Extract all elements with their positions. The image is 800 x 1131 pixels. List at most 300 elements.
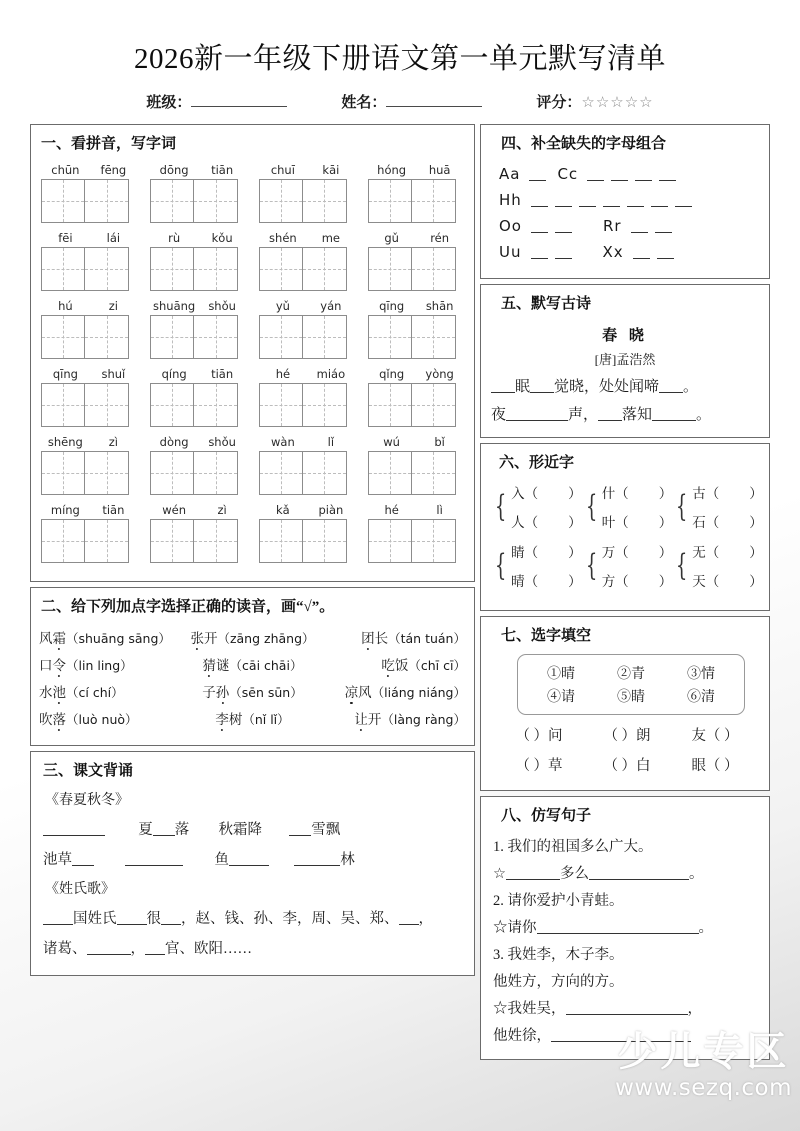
pinyin-label <box>368 435 464 449</box>
character-option[interactable]: ①晴 <box>547 667 575 682</box>
pinyin-syllable: shēng <box>47 435 83 449</box>
name-label: 姓名： <box>341 95 387 111</box>
pinyin-word-item <box>259 231 355 291</box>
section-3-text-recitation <box>30 751 475 976</box>
section-7-fill-in-character <box>480 616 770 791</box>
section-7-heading: 七、选字填空 <box>501 628 592 644</box>
letter-blank[interactable] <box>529 166 546 181</box>
pinyin-choices[interactable]: （liáng niáng） <box>371 685 466 700</box>
student-info-bar <box>0 91 800 112</box>
char-pair <box>511 482 582 531</box>
fill-blank-item[interactable]: 眼（ ） <box>691 758 739 774</box>
pinyin-label <box>150 367 246 381</box>
pinyin-syllable: gǔ <box>384 231 399 245</box>
pinyin-syllable: qíng <box>161 367 187 381</box>
tianzige-grid[interactable] <box>150 451 246 495</box>
letter-blank[interactable] <box>555 192 572 207</box>
letter-blank[interactable] <box>555 218 572 233</box>
tianzige-cell[interactable] <box>150 451 194 495</box>
similar-char-row <box>491 541 763 590</box>
tianzige-cell[interactable] <box>259 315 303 359</box>
section-8-answer-3a[interactable]: ☆我姓吴， ， <box>493 1001 702 1017</box>
pinyin-syllable: lǐ <box>327 435 335 449</box>
tianzige-cell[interactable] <box>85 247 129 291</box>
word-char: 让 <box>354 708 368 728</box>
tianzige-cell[interactable] <box>259 247 303 291</box>
word-char: 风 <box>358 685 372 700</box>
letter-pair: Uu <box>499 243 522 261</box>
pinyin-label <box>259 503 355 517</box>
char-blank-item[interactable]: 晴（ ） <box>511 574 582 589</box>
pinyin-syllable: dòng <box>159 435 189 449</box>
pronunciation-item[interactable] <box>324 681 466 701</box>
section-5-poem-author: [唐]孟浩然 <box>594 352 656 367</box>
character-option[interactable]: ④请 <box>547 690 575 705</box>
pinyin-syllable: lái <box>106 231 121 245</box>
pinyin-syllable: rù <box>168 231 181 245</box>
letter-blank[interactable] <box>631 218 648 233</box>
tianzige-cell[interactable] <box>41 179 85 223</box>
tianzige-grid[interactable] <box>259 519 355 563</box>
section-5-poem-line-1[interactable]: 眠 觉晓，处处闻啼 。 <box>491 375 759 396</box>
word-char: 李 <box>215 708 229 728</box>
pronunciation-item[interactable] <box>324 627 466 647</box>
pinyin-syllable: yán <box>320 299 342 313</box>
pinyin-syllable: míng <box>50 503 80 517</box>
letter-blank[interactable] <box>531 192 548 207</box>
letter-blank[interactable] <box>611 166 628 181</box>
tianzige-cell[interactable] <box>412 383 456 427</box>
word-char: 饭 <box>394 658 409 673</box>
pinyin-word-item <box>368 435 464 495</box>
section-3-line-4[interactable]: 诸葛、 ， 官、欧阳…… <box>43 941 252 957</box>
pinyin-syllable: qīng <box>52 367 78 381</box>
letter-sequence-row[interactable] <box>499 217 759 235</box>
pinyin-row <box>35 435 470 495</box>
pinyin-syllable: shuǐ <box>101 367 126 381</box>
word-char: 树 <box>228 712 243 727</box>
pinyin-syllable: rén <box>430 231 450 245</box>
pinyin-word-item <box>259 163 355 223</box>
pinyin-word-item <box>150 163 246 223</box>
char-pair <box>692 482 763 531</box>
pinyin-choices[interactable]: （làng ràng） <box>381 712 466 727</box>
character-option[interactable]: ③情 <box>687 667 715 682</box>
pinyin-label <box>41 367 137 381</box>
pinyin-syllable: shuāng <box>153 299 196 313</box>
word-char: 张 <box>190 627 204 647</box>
pinyin-row <box>35 299 470 359</box>
section-8-answer-2[interactable]: ☆请你 。 <box>493 920 713 936</box>
word-char: 开 <box>367 712 382 727</box>
pinyin-word-item <box>41 299 137 359</box>
tianzige-grid[interactable] <box>259 315 355 359</box>
page-title: 2026新一年级下册语文第一单元默写清单 <box>133 43 666 75</box>
pinyin-syllable: bǐ <box>434 435 445 449</box>
tianzige-cell[interactable] <box>41 519 85 563</box>
similar-char-row <box>491 482 763 531</box>
char-blank-item[interactable]: 无（ ） <box>692 545 763 560</box>
word-char: 风 <box>39 631 53 646</box>
letter-blank[interactable] <box>627 192 644 207</box>
section-8-answer-1[interactable]: ☆ 多么 。 <box>493 866 704 882</box>
score-label: 评分： <box>536 95 582 111</box>
tianzige-grid[interactable] <box>368 247 464 291</box>
pinyin-choices[interactable]: （shuāng sāng） <box>66 631 171 646</box>
left-column <box>30 124 475 1065</box>
pinyin-label <box>368 503 464 517</box>
section-1-pinyin-writing <box>30 124 475 582</box>
worksheet-grid <box>30 124 770 1065</box>
tianzige-cell[interactable] <box>259 519 303 563</box>
letter-pair: Rr <box>602 217 622 235</box>
tianzige-cell[interactable] <box>150 519 194 563</box>
pinyin-label <box>150 231 246 245</box>
pinyin-syllable: tiān <box>211 367 234 381</box>
tianzige-grid[interactable] <box>41 247 137 291</box>
tianzige-grid[interactable] <box>368 315 464 359</box>
letter-pair: Cc <box>557 165 579 183</box>
pronunciation-row <box>39 681 466 701</box>
name-field <box>341 91 482 112</box>
pinyin-label <box>259 367 355 381</box>
tianzige-cell[interactable] <box>303 179 347 223</box>
pinyin-word-item <box>259 435 355 495</box>
pinyin-syllable: kǒu <box>211 231 233 245</box>
pinyin-word-item <box>41 231 137 291</box>
similar-char-group: { 入（ ） 人（ ） <box>491 482 582 531</box>
tianzige-grid[interactable] <box>150 179 246 223</box>
section-3-line-3[interactable]: 国姓氏 很 ，赵、钱、孙、李，周、吴、郑、 ， <box>43 907 464 928</box>
tianzige-cell[interactable] <box>150 247 194 291</box>
pronunciation-item[interactable] <box>181 681 323 701</box>
tianzige-cell[interactable] <box>412 315 456 359</box>
pinyin-label <box>150 163 246 177</box>
tianzige-grid[interactable] <box>150 383 246 427</box>
letter-pair: Hh <box>499 191 522 209</box>
pinyin-choices[interactable]: （cāi chāi） <box>229 658 303 673</box>
pinyin-word-item <box>41 435 137 495</box>
tianzige-cell[interactable] <box>85 315 129 359</box>
pronunciation-item[interactable] <box>181 627 323 647</box>
char-blank-item[interactable]: 叶（ ） <box>601 515 673 530</box>
tianzige-cell[interactable] <box>303 519 347 563</box>
pinyin-label <box>41 503 137 517</box>
tianzige-cell[interactable] <box>412 179 456 223</box>
section-8-question-2: 2. 请你爱护小青蛙。 <box>493 893 624 909</box>
pinyin-word-item <box>368 163 464 223</box>
tianzige-grid[interactable] <box>150 519 246 563</box>
tianzige-cell[interactable] <box>150 315 194 359</box>
pronunciation-row <box>39 627 466 647</box>
pinyin-label <box>259 231 355 245</box>
pronunciation-item[interactable] <box>181 708 323 728</box>
pinyin-word-item <box>150 299 246 359</box>
fill-blank-item[interactable]: （ ）白 <box>603 758 651 774</box>
pronunciation-item[interactable] <box>324 654 466 674</box>
pinyin-label <box>150 299 246 313</box>
pinyin-syllable: wén <box>162 503 187 517</box>
word-char: 吹 <box>39 712 53 727</box>
section-5-heading: 五、默写古诗 <box>501 296 592 312</box>
tianzige-cell[interactable] <box>85 519 129 563</box>
pinyin-word-item <box>150 231 246 291</box>
tianzige-cell[interactable] <box>41 451 85 495</box>
name-input-blank[interactable] <box>386 93 482 107</box>
section-3-line-2[interactable]: 池草 鱼 林 <box>43 852 355 868</box>
tianzige-grid[interactable] <box>41 519 137 563</box>
pinyin-row <box>35 503 470 563</box>
tianzige-grid[interactable] <box>41 315 137 359</box>
tianzige-cell[interactable] <box>368 315 412 359</box>
char-blank-item[interactable]: 石（ ） <box>692 515 763 530</box>
pronunciation-item[interactable] <box>324 708 466 728</box>
pinyin-choices[interactable]: （tán tuán） <box>388 631 466 646</box>
section-5-poem-line-2[interactable]: 夜 声， 落知 。 <box>491 407 712 423</box>
pinyin-syllable: wú <box>383 435 400 449</box>
section-7-blanks-row-1[interactable] <box>495 724 759 745</box>
tianzige-cell[interactable] <box>41 247 85 291</box>
tianzige-grid[interactable] <box>368 179 464 223</box>
pinyin-syllable: chūn <box>51 163 80 177</box>
letter-blank[interactable] <box>633 244 650 259</box>
tianzige-cell[interactable] <box>303 451 347 495</box>
watermark-url: www.sezq.com <box>615 1075 792 1101</box>
tianzige-grid[interactable] <box>259 179 355 223</box>
char-pair <box>602 482 673 531</box>
pinyin-syllable: tiān <box>211 163 234 177</box>
pinyin-row <box>35 163 470 223</box>
tianzige-cell[interactable] <box>194 383 238 427</box>
section-8-heading: 八、仿写句子 <box>501 808 592 824</box>
char-blank-item[interactable]: 万（ ） <box>601 545 673 560</box>
section-6-heading: 六、形近字 <box>499 455 575 471</box>
letter-blank[interactable] <box>579 192 596 207</box>
word-char: 谜 <box>216 658 230 673</box>
char-blank-item[interactable]: 入（ ） <box>511 486 582 501</box>
letter-sequence-row[interactable] <box>499 243 759 261</box>
tianzige-cell[interactable] <box>303 247 347 291</box>
pinyin-label <box>41 163 137 177</box>
letter-pair: Aa <box>499 165 521 183</box>
pinyin-syllable: hóng <box>377 163 407 177</box>
tianzige-grid[interactable] <box>259 383 355 427</box>
tianzige-grid[interactable] <box>41 179 137 223</box>
pinyin-choices[interactable]: （luò nuò） <box>66 712 138 727</box>
tianzige-cell[interactable] <box>259 383 303 427</box>
section-2-choose-pronunciation <box>30 587 475 746</box>
tianzige-grid[interactable] <box>41 383 137 427</box>
section-5-poem-title: 春 晓 <box>602 328 648 344</box>
pinyin-label <box>41 435 137 449</box>
word-char: 孙 <box>216 681 230 701</box>
section-8-sentence-imitation <box>480 796 770 1060</box>
letter-blank[interactable] <box>555 244 572 259</box>
pinyin-label <box>41 231 137 245</box>
pinyin-label <box>368 231 464 245</box>
pronunciation-item[interactable] <box>39 654 181 674</box>
pronunciation-item[interactable] <box>181 654 323 674</box>
pinyin-label <box>150 503 246 517</box>
char-blank-item[interactable]: 什（ ） <box>601 486 673 501</box>
pronunciation-item[interactable] <box>39 708 181 728</box>
pinyin-choices[interactable]: （sēn sūn） <box>229 685 303 700</box>
pinyin-syllable: fēi <box>58 231 73 245</box>
tianzige-cell[interactable] <box>85 383 129 427</box>
section-4-letter-combinations <box>480 124 770 279</box>
fill-blank-item[interactable]: （ ）问 <box>515 728 563 744</box>
letter-blank[interactable] <box>659 166 676 181</box>
pinyin-choices[interactable]: （cí chí） <box>66 685 124 700</box>
section-4-heading: 四、补全缺失的字母组合 <box>501 136 667 152</box>
char-blank-item[interactable]: 古（ ） <box>692 486 763 501</box>
pinyin-word-item <box>259 503 355 563</box>
tianzige-cell[interactable] <box>194 247 238 291</box>
tianzige-cell[interactable] <box>412 451 456 495</box>
pinyin-word-item <box>150 503 246 563</box>
tianzige-grid[interactable] <box>368 383 464 427</box>
section-7-options-row-2 <box>526 686 736 706</box>
word-char: 池 <box>53 681 67 701</box>
letter-sequence-row[interactable] <box>499 165 759 183</box>
pronunciation-item[interactable] <box>39 627 181 647</box>
pronunciation-row <box>39 708 466 728</box>
word-char: 长 <box>374 631 389 646</box>
section-2-heading: 二、给下列加点字选择正确的读音，画“√”。 <box>41 599 335 615</box>
section-8-question-1: 1. 我们的祖国多么广大。 <box>493 839 653 855</box>
pinyin-choices[interactable]: （lin ling） <box>66 658 133 673</box>
fill-blank-item[interactable]: 友（ ） <box>691 728 739 744</box>
pinyin-label <box>368 299 464 313</box>
tianzige-cell[interactable] <box>150 179 194 223</box>
pinyin-word-item <box>259 367 355 427</box>
section-8-answer-3b[interactable]: 他姓徐， <box>493 1024 759 1045</box>
character-option[interactable]: ⑥清 <box>687 690 715 705</box>
pinyin-syllable: hé <box>275 367 291 381</box>
char-pair <box>511 541 582 590</box>
section-3-line-1[interactable]: 夏 落 秋霜降 雪飘 <box>43 818 464 839</box>
letter-blank[interactable] <box>657 244 674 259</box>
section-7-blanks-row-2[interactable] <box>495 754 759 775</box>
character-option[interactable]: ⑤睛 <box>617 690 645 705</box>
pinyin-choices[interactable]: （zāng zhāng） <box>217 631 315 646</box>
pinyin-word-item <box>368 367 464 427</box>
pinyin-syllable: kǎ <box>276 503 290 517</box>
pinyin-word-item <box>150 435 246 495</box>
tianzige-cell[interactable] <box>368 519 412 563</box>
tianzige-cell[interactable] <box>412 519 456 563</box>
pinyin-word-item <box>368 299 464 359</box>
letter-blank[interactable] <box>587 166 604 181</box>
pinyin-row <box>35 367 470 427</box>
letter-blank[interactable] <box>675 192 692 207</box>
word-char: 凉 <box>345 681 359 701</box>
tianzige-cell[interactable] <box>303 383 347 427</box>
pinyin-syllable: yǔ <box>275 299 290 313</box>
tianzige-grid[interactable] <box>150 247 246 291</box>
letter-blank[interactable] <box>651 192 668 207</box>
word-char: 开 <box>203 631 218 646</box>
similar-char-group: { 古（ ） 石（ ） <box>672 482 763 531</box>
letter-blank[interactable] <box>635 166 652 181</box>
pinyin-choices[interactable]: （chī cī） <box>408 658 466 673</box>
tianzige-cell[interactable] <box>303 315 347 359</box>
tianzige-cell[interactable] <box>85 179 129 223</box>
fill-blank-item[interactable]: （ ）草 <box>515 758 563 774</box>
tianzige-grid[interactable] <box>150 315 246 359</box>
pinyin-syllable: shān <box>425 299 454 313</box>
letter-pair: Xx <box>602 243 624 261</box>
tianzige-cell[interactable] <box>41 315 85 359</box>
pinyin-syllable: dōng <box>159 163 189 177</box>
pinyin-choices[interactable]: （nǐ lǐ） <box>242 712 290 727</box>
char-blank-item[interactable]: 睛（ ） <box>511 545 582 560</box>
similar-char-group: { 什（ ） 叶（ ） <box>582 482 673 531</box>
section-3-poem-title-2: 《姓氏歌》 <box>45 882 115 897</box>
section-3-poem-title-1: 《春夏秋冬》 <box>45 793 129 808</box>
tianzige-cell[interactable] <box>368 247 412 291</box>
tianzige-cell[interactable] <box>194 179 238 223</box>
pinyin-word-item <box>368 231 464 291</box>
tianzige-cell[interactable] <box>368 383 412 427</box>
star-rating[interactable]: ☆☆☆☆☆ <box>581 95 654 111</box>
similar-char-group: { 睛（ ） 晴（ ） <box>491 541 582 590</box>
tianzige-grid[interactable] <box>368 451 464 495</box>
tianzige-cell[interactable] <box>194 451 238 495</box>
tianzige-grid[interactable] <box>368 519 464 563</box>
letter-sequence-row[interactable] <box>499 191 759 209</box>
character-option[interactable]: ②青 <box>617 667 645 682</box>
char-blank-item[interactable]: 方（ ） <box>601 574 673 589</box>
word-char: 水 <box>39 685 53 700</box>
pinyin-syllable: kāi <box>322 163 340 177</box>
char-blank-item[interactable]: 人（ ） <box>511 515 582 530</box>
tianzige-grid[interactable] <box>41 451 137 495</box>
pronunciation-item[interactable] <box>39 681 181 701</box>
pinyin-label <box>368 163 464 177</box>
right-column <box>480 124 770 1065</box>
letter-blank[interactable] <box>531 244 548 259</box>
letter-pair: Oo <box>499 217 522 235</box>
tianzige-cell[interactable] <box>194 315 238 359</box>
tianzige-grid[interactable] <box>259 247 355 291</box>
pinyin-syllable: wàn <box>271 435 295 449</box>
section-8-question-3: 3. 我姓李，木子李。 <box>493 947 624 963</box>
letter-blank[interactable] <box>655 218 672 233</box>
char-blank-item[interactable]: 天（ ） <box>692 574 763 589</box>
pinyin-syllable: zì <box>108 435 118 449</box>
tianzige-cell[interactable] <box>368 451 412 495</box>
word-char: 落 <box>53 708 67 728</box>
letter-blank[interactable] <box>531 218 548 233</box>
fill-blank-item[interactable]: （ ）朗 <box>603 728 651 744</box>
tianzige-grid[interactable] <box>259 451 355 495</box>
class-input-blank[interactable] <box>191 93 287 107</box>
tianzige-cell[interactable] <box>194 519 238 563</box>
tianzige-cell[interactable] <box>150 383 194 427</box>
tianzige-cell[interactable] <box>368 179 412 223</box>
tianzige-cell[interactable] <box>85 451 129 495</box>
tianzige-cell[interactable] <box>412 247 456 291</box>
pinyin-syllable: qǐng <box>379 367 405 381</box>
tianzige-cell[interactable] <box>41 383 85 427</box>
pinyin-word-item <box>41 503 137 563</box>
pinyin-syllable: zi <box>108 299 118 313</box>
word-char: 子 <box>202 685 216 700</box>
letter-blank[interactable] <box>603 192 620 207</box>
tianzige-cell[interactable] <box>259 179 303 223</box>
tianzige-cell[interactable] <box>259 451 303 495</box>
